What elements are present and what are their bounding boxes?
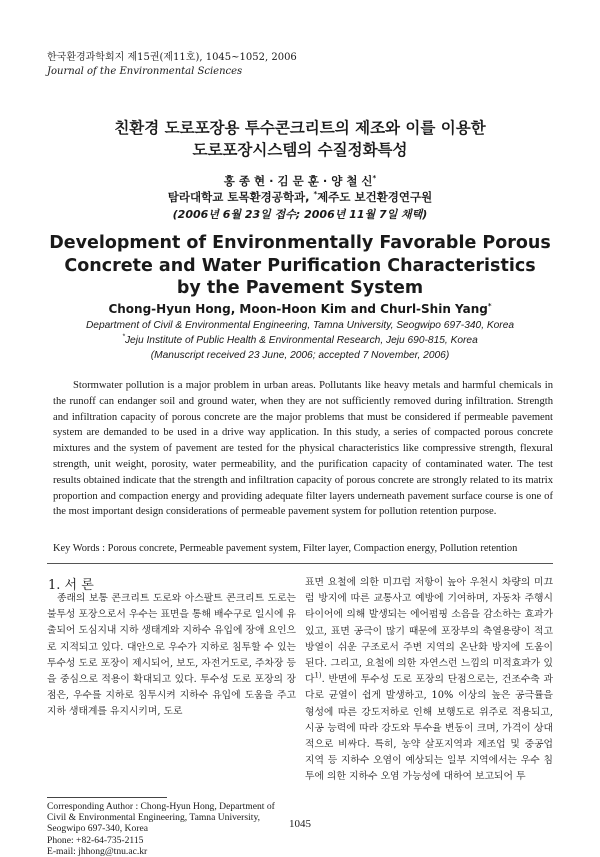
affiliation-ko-main: 탐라대학교 토목환경공학과, [167, 190, 314, 204]
keywords: Key Words : Porous concrete, Permeable pavement system, Filter layer, Compaction energy, Pollution retention [53, 543, 518, 554]
body-right-text-a: 표면 요철에 의한 미끄럼 저항이 높아 우천시 차량의 미끄럼 방지에 따른 교통사고 예방에 기여하며, 자동차 주행시 타이어에 의해 발생되는 에어펌핑 소음을 감소하는 효과가 있고, 표면 공극이 많기 때문에 포장부의 축열용량이 적고 방열이 쉬운 구조로서 주변 지역의 온난화 방지에 도움이 된다. 그리고, 요철에 의한 자연스런 느낌의 미적효과가 있다 [305, 577, 553, 686]
title-en-line2: Concrete and Water Purification Characteristics [64, 256, 536, 276]
title-ko-line2: 도로포장시스템의 수질정화특성 [192, 141, 408, 159]
body-column-left: 종래의 보통 콘크리트 도로와 아스팔트 콘크리트 도로는 불투성 포장으로서 우수는 표면을 통해 배수구로 일시에 유출되어 도심지내 지하 생태계와 지하수 유입에 장애 요인으로 지적되고 있다. 대안으로 우수가 지하로 침투할 수 있는 투수성 도로 포장이 제시되어, 보도, 자전거도로, 주차장 등을 중심으로 적용이 확대되고 있다. 투수성 도로 포장의 장점은, 우수를 지하로 침투시켜 지하수 유입에 도움을 주고 지하 생태계를 유지시키며, 도로 [47, 593, 296, 718]
body-right-text-b: . 반면에 투수성 도로 포장의 단점으로는, 건조수축 과다로 균열이 쉽게 발생하고, 10% 이상의 높은 공극률을 형성에 따른 강도저하로 인해 보행도로 위주로 적용되고, 시공 능력에 따라 강도와 투수율 변동이 크며, 가격이 상대적으로 비싸다. 특히, 농약 살포지역과 제조업 및 중공업 지역 등 지하수 오염이 예상되는 일부 지역에서는 우수 침투에 의한 지하수 오염 가능성에 대하여 보고되어 투 [305, 674, 553, 783]
abstract: Stormwater pollution is a major problem in urban areas. Pollutants like heavy metals and harmful chemicals in the runoff can endanger soil and ground water, when they are not sufficiently removed during infiltration. Strength and infiltration capacity of porous concrete are the major problems that must be considered if permeable pavement system are demanded to be used in a drive way application. In this study, a series of compacted porous concrete mixtures and the system of pavement are tested for the physical characteristics like compressive strength, flexural strength, unit weight, porosity, water permeability, and the purification capacity of contaminated water. The test results obtained indicate that the strength and infiltration capacity of porous concrete are strongly related to its matrix proportion and compaction energy and providing adequate filter layers underneath pavement surface course is one of the most important design considerations of permeable pavement system for pollution retention purpose. [53, 380, 553, 518]
authors-en [0, 302, 600, 316]
body-column-right [305, 575, 553, 786]
authors-ko-mark: * [372, 174, 377, 183]
footnote-email[interactable]: E-mail: jhhong@tnu.ac.kr [47, 845, 148, 857]
footnote-line: Corresponding Author : Chong-Hyun Hong, Department of [47, 801, 275, 812]
footnote-line: Civil & Environmental Engineering, Tamna University, [47, 812, 261, 824]
title-en-line1: Development of Environmentally Favorable Porous [49, 233, 551, 253]
affiliation-en-mark: * [122, 333, 125, 341]
authors-ko [0, 173, 600, 189]
authors-ko-names: 홍 종 현 · 김 문 훈 · 양 철 신 [223, 174, 373, 188]
authors-en-mark: * [487, 302, 492, 310]
footnote-rule [47, 797, 167, 798]
authors-en-names: Chong-Hyun Hong, Moon-Hoon Kim and Churl-Shin Yang [108, 302, 488, 316]
footnote-line: Seogwipo 697-340, Korea [47, 823, 148, 835]
affiliation-ko-mark: * [313, 190, 318, 199]
section-divider [47, 563, 553, 564]
dates-ko: (2006년 6월 23일 접수; 2006년 11월 7일 채택) [172, 208, 428, 221]
journal-name-ko: 한국환경과학회지 제15권(제11호), 1045~1052, 2006 [47, 52, 297, 63]
affiliation-en-line2 [0, 335, 600, 346]
page-number: 1045 [289, 818, 311, 830]
manuscript-dates: (Manuscript received 23 June, 2006; accepted 7 November, 2006) [150, 350, 450, 361]
affiliation-ko-second: 제주도 보건환경연구원 [317, 190, 433, 204]
footnote-phone: Phone: +82-64-735-2115 [47, 834, 144, 846]
title-ko-line1: 친환경 도로포장용 투수콘크리트의 제조와 이를 이용한 [114, 119, 486, 137]
affiliation-en-line1: Department of Civil & Environmental Engineering, Tamna University, Seogwipo 697-340, Korea [85, 320, 515, 331]
affiliation-en-line2-text: Jeju Institute of Public Health & Environmental Research, Jeju 690-815, Korea [124, 335, 478, 346]
section-heading-introduction: 1. 서 론 [48, 578, 94, 593]
title-en-line3: by the Pavement System [176, 278, 424, 298]
affiliation-ko [0, 189, 600, 205]
reference-mark: 1) [314, 671, 322, 680]
journal-name-en: Journal of the Environmental Sciences [47, 66, 243, 77]
journal-header [47, 51, 297, 79]
